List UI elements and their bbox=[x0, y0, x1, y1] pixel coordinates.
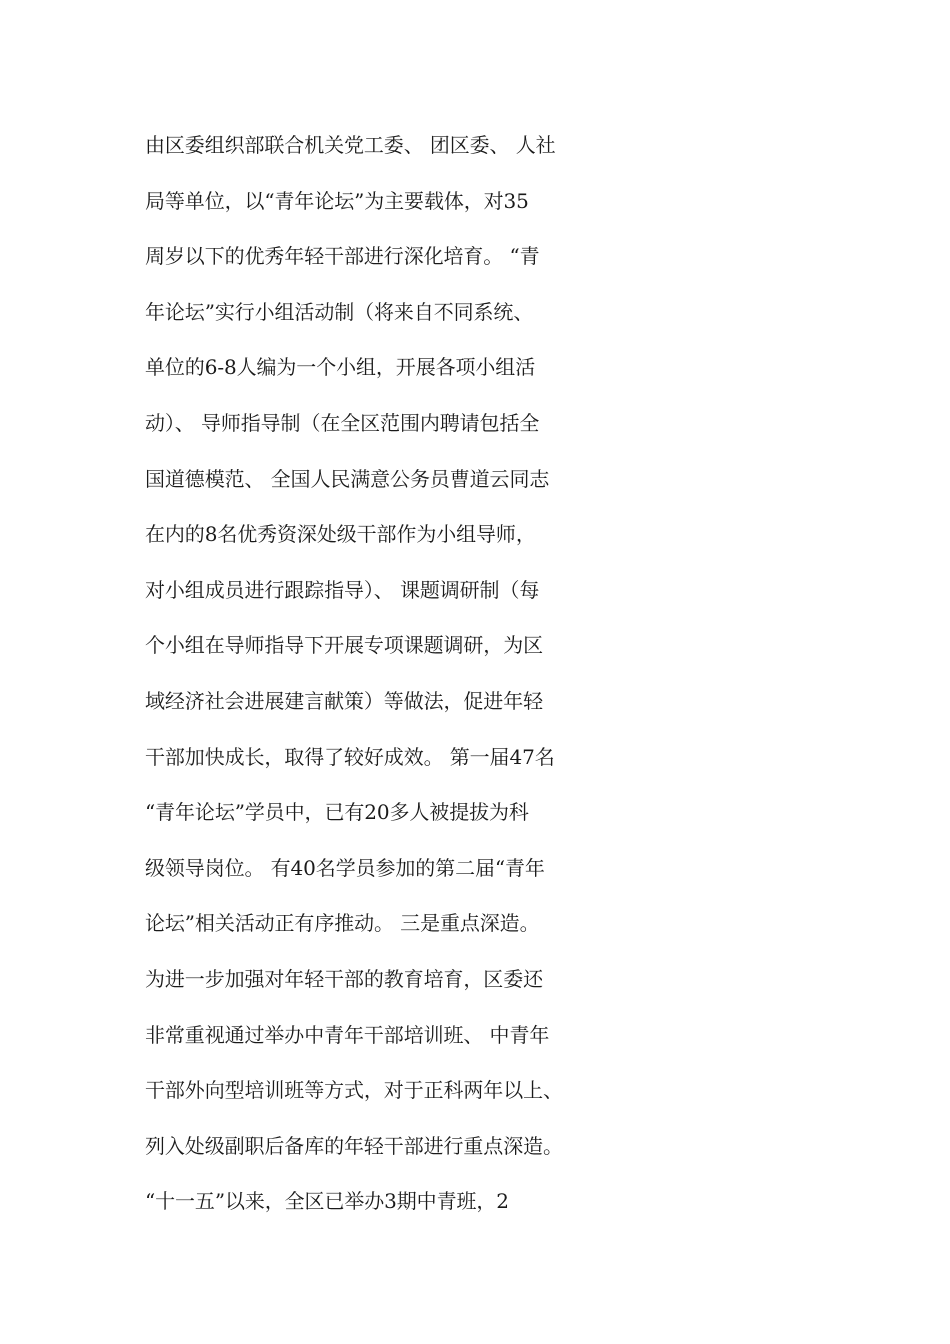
text-line: 干部加快成长，取得了较好成效。 第一届47名 bbox=[145, 744, 555, 769]
text-line: 局等单位，以“青年论坛”为主要载体，对35 bbox=[145, 188, 529, 213]
text-line: “十一五”以来，全区已举办3期中青班，2 bbox=[145, 1189, 509, 1214]
text-line: 单位的6-8人编为一个小组，开展各项小组活 bbox=[145, 355, 536, 380]
text-line: 非常重视通过举办中青年干部培训班、 中青年 bbox=[145, 1022, 550, 1047]
text-line: 干部外向型培训班等方式，对于正科两年以上、 bbox=[145, 1078, 563, 1103]
text-line: 年论坛”实行小组活动制（将来自不同系统、 bbox=[145, 299, 534, 324]
text-line: “青年论坛”学员中，已有20多人被提拔为科 bbox=[145, 800, 529, 825]
text-line: 在内的8名优秀资深处级干部作为小组导师， bbox=[145, 522, 536, 547]
text-line: 列入处级副职后备库的年轻干部进行重点深造。 bbox=[145, 1133, 563, 1158]
text-line: 周岁以下的优秀年轻干部进行深化培育。 “青 bbox=[145, 244, 540, 269]
text-line: 国道德模范、 全国人民满意公务员曹道云同志 bbox=[145, 466, 550, 491]
text-line: 级领导岗位。 有40名学员参加的第二届“青年 bbox=[145, 855, 545, 880]
text-line: 个小组在导师指导下开展专项课题调研，为区 bbox=[145, 633, 543, 658]
body-text bbox=[145, 128, 845, 1240]
text-line: 域经济社会进展建言献策）等做法，促进年轻 bbox=[145, 688, 543, 713]
text-line: 为进一步加强对年轻干部的教育培育，区委还 bbox=[145, 966, 543, 991]
text-line: 动）、 导师指导制（在全区范围内聘请包括全 bbox=[145, 410, 540, 435]
text-line: 由区委组织部联合机关党工委、 团区委、 人社 bbox=[145, 133, 556, 157]
text-line: 论坛”相关活动正有序推动。 三是重点深造。 bbox=[145, 911, 540, 936]
text-line: 对小组成员进行跟踪指导）、 课题调研制（每 bbox=[145, 577, 540, 602]
